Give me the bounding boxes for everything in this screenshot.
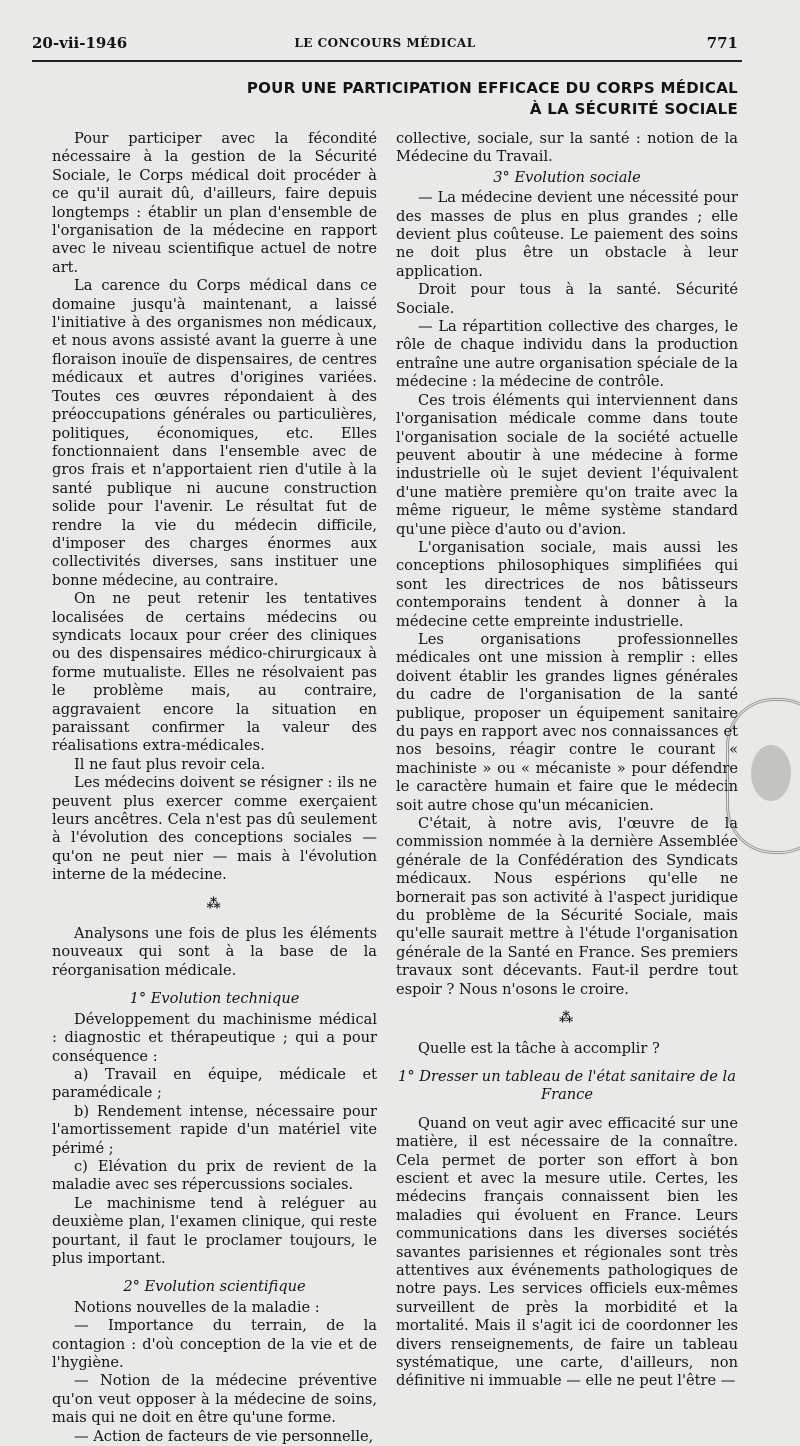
paragraph: Notions nouvelles de la maladie : bbox=[74, 1298, 320, 1316]
paragraph: Quelle est la tâche à accomplir ? bbox=[418, 1039, 660, 1057]
issue-date: 20-vii-1946 bbox=[32, 34, 128, 52]
paragraph: Ces trois éléments qui interviennent dans l'organisation médicale comme dans toute l'organisation sociale de la société actuelle peuvent aboutir à une médecine à forme industrielle où le sujet devient l'équivalent d'une matière première qu'on traite avec la même rigueur, le même système standard qu'une pièce d'auto ou d'avion. bbox=[396, 391, 738, 538]
paragraph: Les médecins doivent se résigner : ils ne peuvent plus exercer comme exerçaient leurs ancêtres. Cela n'est pas dû seulement à l'évolution des conceptions sociales — qu'on ne peut nier — mais à l'évolution interne de la médecine. bbox=[52, 774, 377, 884]
spacer bbox=[52, 980, 377, 988]
paragraph: Il ne faut plus revoir cela. bbox=[74, 755, 266, 773]
header-rule bbox=[32, 60, 742, 62]
list-item: b) Rendement intense, nécessaire pour l'amortissement rapide d'un matériel vite périmé ; bbox=[52, 1102, 377, 1157]
right-column bbox=[396, 130, 738, 1391]
paragraph: — La répartition collective des charges, le rôle de chaque individu dans la production entraîne une autre organisation spéciale de la médecine : la médecine de contrôle. bbox=[396, 318, 738, 391]
paragraph: Les organisations professionnelles médicales ont une mission à remplir : elles doivent établir les grandes lignes générales du cadre de l'organisation de la santé publique, proposer un équipement sanitaire du pays en rapport avec nos connaissances et nos besoins, réagir contre le courant « machiniste » ou « mécaniste » pour défendre le caractère humain et faire que le médecin soit autre chose qu'un mécanicien. bbox=[396, 630, 738, 814]
library-stamp-seal bbox=[726, 698, 800, 854]
paragraph: Développement du machinisme médical : diagnostic et thérapeutique ; qui a pour conséquence : bbox=[52, 1010, 377, 1065]
section-separator: ⁂ bbox=[206, 895, 223, 912]
paragraph: — Importance du terrain, de la contagion : d'où conception de la vie et de l'hygiène. bbox=[52, 1317, 377, 1371]
paragraph: Le machinisme tend à reléguer au deuxième plan, l'examen clinique, qui reste pourtant, il faut le proclamer toujours, le plus important. bbox=[52, 1194, 377, 1267]
journal-name: LE CONCOURS MÉDICAL bbox=[294, 36, 476, 50]
paragraph: Pour participer avec la fécondité nécessaire à la gestion de la Sécurité Sociale, le Corps médical doit procéder à ce qu'il aurait dû, d'ailleurs, faire depuis longtemps : établir un plan d'ensemble de l'organisation de la médecine en rapport avec le niveau scientifique actuel de notre art. bbox=[52, 130, 377, 276]
title-line-1: POUR UNE PARTICIPATION EFFICACE DU CORPS MÉDICAL bbox=[246, 79, 738, 97]
section-separator: ⁂ bbox=[558, 1010, 576, 1027]
list-item: c) Elévation du prix de revient de la maladie avec ses répercussions sociales. bbox=[52, 1157, 377, 1194]
paragraph: — Notion de la médecine préventive qu'on veut opposer à la médecine de soins, mais qui ne doit en être qu'une forme. bbox=[52, 1372, 377, 1427]
paragraph: — Action de facteurs de vie personnelle, bbox=[74, 1427, 374, 1445]
article-title bbox=[247, 78, 738, 120]
paragraph: On ne peut retenir les tentatives localisées de certains médecins ou syndicats locaux pour créer des cliniques ou des dispensaires médico-chirurgicaux à forme mutualiste. Elles ne résolvaient pas le problème mais, au contraire, aggravaient encore la situation en paraissant confirmer la valeur des réalisations extra-médicales. bbox=[52, 590, 377, 755]
list-item: a) Travail en équipe, médicale et paramédicale ; bbox=[52, 1065, 377, 1102]
paragraph: Analysons une fois de plus les éléments nouveaux qui sont à la base de la réorganisation médicale. bbox=[52, 925, 377, 979]
section-heading-sociale: 3° Evolution sociale bbox=[493, 168, 641, 186]
section-heading-technique: 1° Evolution technique bbox=[129, 990, 300, 1008]
paragraph: C'était, à notre avis, l'œuvre de la commission nommée à la dernière Assemblée générale de la Confédération des Syndicats médicaux. Nous espérions qu'elle ne bornerait pas son activité à l'aspect juridique du problème de la Sécurité Sociale, mais qu'elle saurait mettre à l'étude l'organisation générale de la Santé en France. Ses premiers travaux sont décevants. Faut-il perdre tout espoir ? Nous n'osons le croire. bbox=[396, 815, 738, 998]
paragraph: Quand on veut agir avec efficacité sur une matière, il est nécessaire de la connaître. Cela permet de porter son effort à bon escient et avec la mesure utile. Certes, les médecins français connaissent bien les maladies qui évoluent en France. Leurs communications dans les diverses sociétés savantes parisiennes et régionales sont très attentives aux événements pathologiques de notre pays. Les services officiels eux-mêmes surveillent de près la morbidité et la mortalité. Mais il s'agit ici de coordonner les divers renseignements, de faire un tableau systématique, une carte, d'ailleurs, non définitive ni immuable — elle ne peut l'être — bbox=[396, 1114, 738, 1390]
page-number: 771 bbox=[706, 34, 738, 52]
paragraph: La carence du Corps médical dans ce domaine jusqu'à maintenant, a laissé l'initiative à des organismes non médicaux, et nous avons assisté avant la guerre à une floraison inouïe de dispensaires, de centres médicaux et autres d'origines variées. Toutes ces œuvres répondaient à des préoccupations générales ou particulières, politiques, économiques, etc. Elles fonctionnaient dans l'ensemble avec de gros frais et n'apportaient rien d'utile à la santé publique ni aucune construction solide pour l'avenir. Le résultat fut de rendre la vie du médecin difficile, d'imposer des charges énormes aux collectivités diverses, sans instituer une bonne médecine, au contraire. bbox=[52, 277, 377, 589]
left-column bbox=[52, 130, 377, 1446]
page-header bbox=[32, 34, 738, 56]
spacer bbox=[52, 1268, 377, 1276]
title-line-2: À LA SÉCURITÉ SOCIALE bbox=[529, 100, 738, 118]
section-heading-scientifique: 2° Evolution scientifique bbox=[123, 1278, 306, 1296]
spacer bbox=[396, 1058, 738, 1066]
spacer bbox=[396, 1107, 738, 1115]
section-heading-tableau: 1° Dresser un tableau de l'état sanitaire de la France bbox=[398, 1067, 736, 1104]
paragraph: L'organisation sociale, mais aussi les conceptions philosophiques simplifiées qui sont les directrices de nos bâtisseurs contemporains tendent à donner à la médecine cette empreinte industrielle. bbox=[396, 538, 738, 630]
paragraph: collective, sociale, sur la santé : notion de la Médecine du Travail. bbox=[396, 130, 738, 166]
paragraph: — La médecine devient une nécessité pour des masses de plus en plus grandes ; elle devient plus coûteuse. Le paiement des soins ne doit plus être un obstacle à leur application. bbox=[396, 189, 738, 280]
paragraph: Droit pour tous à la santé. Sécurité Sociale. bbox=[396, 281, 738, 317]
